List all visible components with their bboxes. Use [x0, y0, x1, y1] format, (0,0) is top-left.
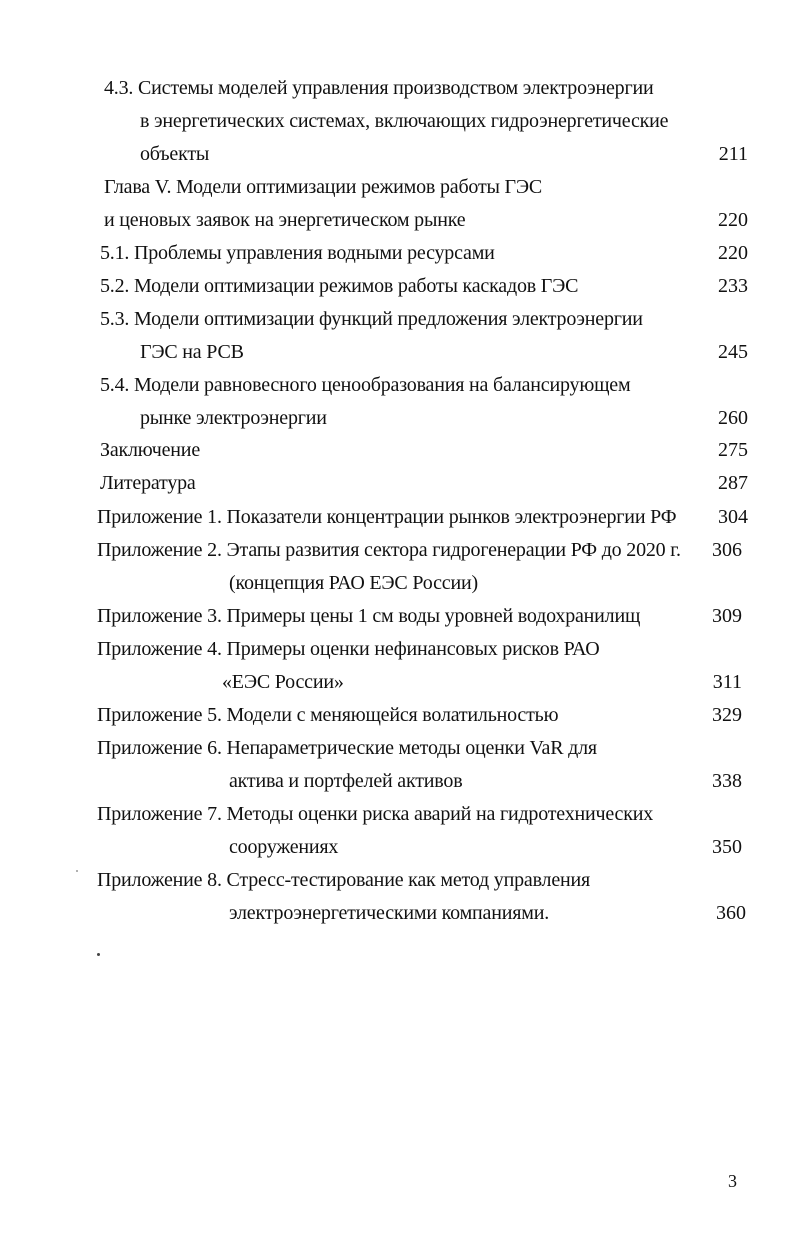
toc-entry-5-3-page: 245	[718, 341, 748, 363]
toc-entry-5-2-page: 233	[718, 275, 748, 297]
toc-appendix-3: Приложение 3. Примеры цены 1 см воды уровней водохранилищ	[97, 605, 641, 627]
toc-entry-5-3-line2: ГЭС на РСВ	[140, 341, 244, 363]
toc-literature-page: 287	[718, 472, 748, 494]
toc-appendix-7-line2: сооружениях	[229, 836, 339, 858]
toc-appendix-8-line2: электроэнергетическими компаниями.	[229, 902, 549, 924]
toc-entry-4-3-line1: 4.3. Системы моделей управления производством электроэнергии	[104, 77, 654, 99]
toc-appendix-1-page: 304	[718, 506, 748, 528]
toc-appendix-2-line1: Приложение 2. Этапы развития сектора гидрогенерации РФ до 2020 г.	[97, 539, 681, 561]
toc-conclusion: Заключение	[100, 439, 200, 461]
toc-chapter-5-line1: Глава V. Модели оптимизации режимов работы ГЭС	[104, 176, 543, 198]
toc-entry-4-3-page: 211	[718, 143, 748, 165]
toc-appendix-2-line2: (концепция РАО ЕЭС России)	[229, 572, 478, 594]
scan-speck	[97, 953, 100, 956]
toc-appendix-4-line1: Приложение 4. Примеры оценки нефинансовых рисков РАО	[97, 638, 600, 660]
toc-chapter-5-page: 220	[718, 209, 748, 231]
toc-appendix-6-line1: Приложение 6. Непараметрические методы оценки VaR для	[97, 737, 597, 759]
toc-entry-5-2: 5.2. Модели оптимизации режимов работы каскадов ГЭС	[100, 275, 579, 297]
toc-entry-5-1-page: 220	[718, 242, 748, 264]
toc-entry-4-3-line3: объекты	[140, 143, 210, 165]
toc-appendix-5: Приложение 5. Модели с меняющейся волатильностью	[97, 704, 559, 726]
toc-appendix-2-page: 306	[712, 539, 742, 561]
toc-appendix-5-page: 329	[712, 704, 742, 726]
toc-entry-5-3-line1: 5.3. Модели оптимизации функций предложения электроэнергии	[100, 308, 643, 330]
toc-appendix-8-page: 360	[716, 902, 746, 924]
toc-entry-5-4-line2: рынке электроэнергии	[140, 407, 327, 429]
toc-conclusion-page: 275	[718, 439, 748, 461]
toc-appendix-7-line1: Приложение 7. Методы оценки риска аварий на гидротехнических	[97, 803, 654, 825]
toc-entry-5-1: 5.1. Проблемы управления водными ресурсами	[100, 242, 495, 264]
toc-appendix-6-line2: актива и портфелей активов	[229, 770, 463, 792]
toc-entry-4-3-line2: в энергетических системах, включающих гидроэнергетические	[140, 110, 669, 132]
toc-entry-5-4-page: 260	[718, 407, 748, 429]
scan-speck	[76, 870, 78, 872]
toc-appendix-3-page: 309	[712, 605, 742, 627]
toc-chapter-5-line2: и ценовых заявок на энергетическом рынке	[104, 209, 466, 231]
toc-literature: Литература	[100, 472, 196, 494]
toc-appendix-8-line1: Приложение 8. Стресс-тестирование как метод управления	[97, 869, 591, 891]
toc-appendix-6-page: 338	[712, 770, 742, 792]
page-number: 3	[728, 1171, 737, 1191]
toc-appendix-4-page: 311	[712, 671, 742, 693]
toc-entry-5-4-line1: 5.4. Модели равновесного ценообразования на балансирующем	[100, 374, 631, 396]
toc-appendix-1: Приложение 1. Показатели концентрации рынков электроэнергии РФ	[97, 506, 677, 528]
toc-appendix-7-page: 350	[712, 836, 742, 858]
toc-appendix-4-line2: «ЕЭС России»	[222, 671, 344, 693]
